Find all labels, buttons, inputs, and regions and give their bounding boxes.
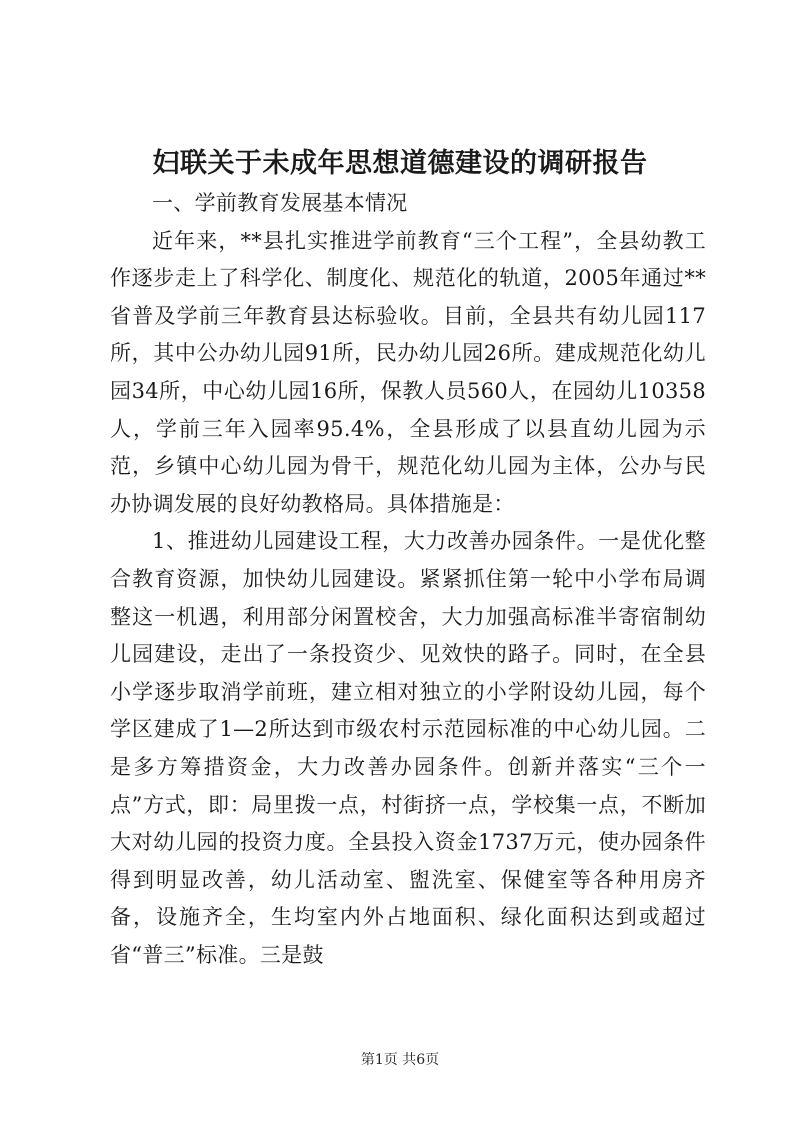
paragraph-measure-1: 1、推进幼儿园建设工程，大力改善办园条件。一是优化整合教育资源，加快幼儿园建设。紧紧抓住第一轮中小学布局调整这一机遇，利用部分闲置校舍，大力加强高标准半寄宿制幼儿园建设，走出了一条投资少、见效快的路子。同时，在全县小学逐步取消学前班，建立相对独立的小学附设幼儿园，每个学区建成了1—2所达到市级农村示范园标准的中心幼儿园。二是多方筹措资金，大力改善办园条件。创新并落实“三个一点”方式，即：局里拨一点，村街挤一点，学校集一点，不断加大对幼儿园的投资力度。全县投入资金1737万元，使办园条件得到明显改善，幼儿活动室、盥洗室、保健室等各种用房齐备，设施齐全，生均室内外占地面积、绿化面积达到或超过省“普三”标准。三是鼓: [110, 529, 706, 967]
document-title: 妇联关于未成年思想道德建设的调研报告: [152, 148, 648, 179]
document-body: [110, 185, 706, 974]
section-heading: 一、学前教育发展基本情况: [152, 191, 408, 215]
page-footer: 第1页 共6页: [360, 1052, 440, 1068]
paragraph-overview: 近年来，**县扎实推进学前教育“三个工程”，全县幼教工作逐步走上了科学化、制度化、规范化的轨道，2005年通过**省普及学前三年教育县达标验收。目前，全县共有幼儿园117所，其中公办幼儿园91所，民办幼儿园26所。建成规范化幼儿园34所，中心幼儿园16所，保教人员560人，在园幼儿10358人，学前三年入园率95.4%，全县形成了以县直幼儿园为示范，乡镇中心幼儿园为骨干，规范化幼儿园为主体，公办与民办协调发展的良好幼教格局。具体措施是：: [110, 228, 706, 516]
